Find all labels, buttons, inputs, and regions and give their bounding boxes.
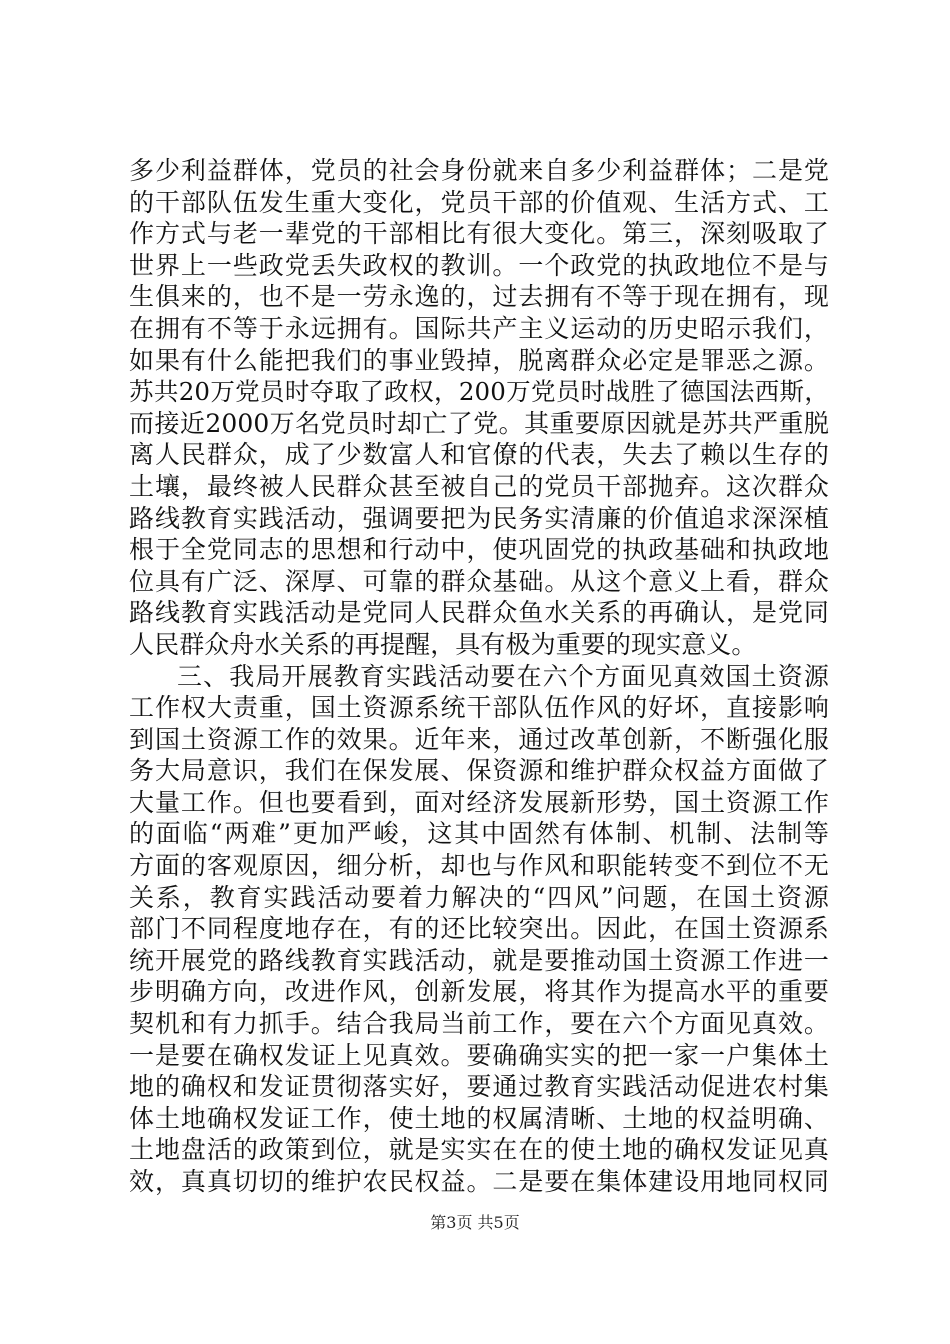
text-line: 统开展党的路线教育实践活动，就是要推动国土资源工作进一 bbox=[129, 945, 829, 975]
text-line: 生俱来的，也不是一劳永逸的，过去拥有不等于现在拥有，现 bbox=[129, 282, 829, 312]
text-line: 路线教育实践活动，强调要把为民务实清廉的价值追求深深植 bbox=[129, 503, 829, 533]
text-line: 而接近2000万名党员时却亡了党。其重要原因就是苏共严重脱 bbox=[129, 408, 829, 438]
text-line: 在拥有不等于永远拥有。国际共产主义运动的历史昭示我们， bbox=[129, 313, 829, 343]
text-line: 方面的客观原因，细分析，却也与作风和职能转变不到位不无 bbox=[129, 851, 829, 881]
text-line: 关系，教育实践活动要着力解决的“四风”问题，在国土资源 bbox=[129, 882, 829, 912]
text-line: 部门不同程度地存在，有的还比较突出。因此，在国土资源系 bbox=[129, 914, 829, 944]
text-line: 作方式与老一辈党的干部相比有很大变化。第三，深刻吸取了 bbox=[129, 219, 829, 249]
text-line: 位具有广泛、深厚、可靠的群众基础。从这个意义上看，群众 bbox=[129, 566, 829, 596]
text-line: 的干部队伍发生重大变化，党员干部的价值观、生活方式、工 bbox=[129, 187, 829, 217]
text-line: 多少利益群体，党员的社会身份就来自多少利益群体；二是党 bbox=[129, 156, 829, 185]
text-line: 苏共20万党员时夺取了政权，200万党员时战胜了德国法西斯， bbox=[129, 377, 829, 407]
text-line: 土壤，最终被人民群众甚至被自己的党员干部抛弃。这次群众 bbox=[129, 471, 829, 501]
text-line: 人民群众舟水关系的再提醒，具有极为重要的现实意义。 bbox=[129, 629, 757, 659]
text-line: 一是要在确权发证上见真效。要确确实实的把一家一户集体土 bbox=[129, 1040, 829, 1070]
text-line: 务大局意识，我们在保发展、保资源和维护群众权益方面做了 bbox=[129, 756, 829, 786]
text-line: 契机和有力抓手。结合我局当前工作，要在六个方面见真效。 bbox=[129, 1009, 829, 1039]
text-line: 的面临“两难”更加严峻，这其中固然有体制、机制、法制等 bbox=[129, 819, 829, 849]
text-line: 地的确权和发证贯彻落实好，要通过教育实践活动促进农村集 bbox=[129, 1072, 829, 1102]
text-line: 到国土资源工作的效果。近年来，通过改革创新，不断强化服 bbox=[129, 724, 829, 754]
text-line: 根于全党同志的思想和行动中，使巩固党的执政基础和执政地 bbox=[129, 535, 829, 565]
page-number-footer: 第3页 共5页 bbox=[430, 1213, 520, 1232]
section-heading-line: 三、我局开展教育实践活动要在六个方面见真效国土资源 bbox=[177, 661, 829, 691]
body-text bbox=[129, 155, 829, 1198]
text-line: 效，真真切切的维护农民权益。二是要在集体建设用地同权同 bbox=[129, 1167, 829, 1196]
text-line: 体土地确权发证工作，使土地的权属清晰、土地的权益明确、 bbox=[129, 1103, 829, 1133]
text-line: 如果有什么能把我们的事业毁掉，脱离群众必定是罪恶之源。 bbox=[129, 345, 829, 375]
text-line: 大量工作。但也要看到，面对经济发展新形势，国土资源工作 bbox=[129, 787, 829, 817]
text-line: 土地盘活的政策到位，就是实实在在的使土地的确权发证见真 bbox=[129, 1135, 829, 1165]
text-line: 世界上一些政党丢失政权的教训。一个政党的执政地位不是与 bbox=[129, 250, 829, 280]
text-line: 工作权大责重，国土资源系统干部队伍作风的好坏，直接影响 bbox=[129, 693, 829, 723]
text-line: 步明确方向，改进作风，创新发展，将其作为提高水平的重要 bbox=[129, 977, 829, 1007]
text-line: 路线教育实践活动是党同人民群众鱼水关系的再确认，是党同 bbox=[129, 598, 829, 628]
text-line: 离人民群众，成了少数富人和官僚的代表，失去了赖以生存的 bbox=[129, 440, 829, 470]
